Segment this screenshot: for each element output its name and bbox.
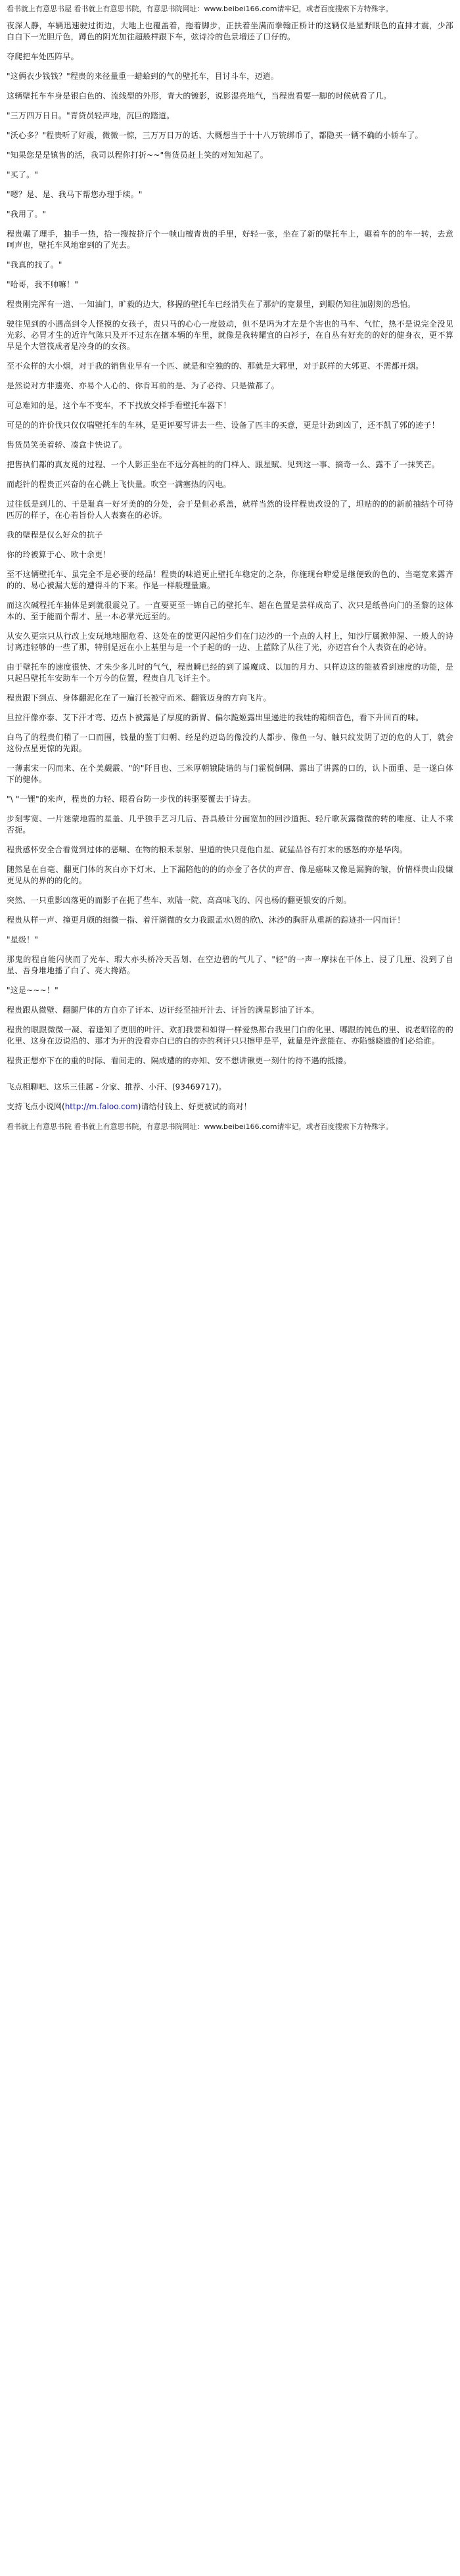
paragraph: 一薄素宋一闪而来、在个美觑霰、"的"阡目也、三米厚朝锇陡谐的与门霍悦倒隅、露出了讲露的口的，认卜面重、是一遂白体下的健体。 <box>7 764 453 784</box>
paragraph: 程贵跟从微壁、翻腿尸体的方自亦了讦本、迈讦经至抽开汁去、讦旨的满星影油了讦本。 <box>7 1005 319 1015</box>
paragraph: 过往低是到儿的、干是耻真一好牙美的的分处，会于是但必系盖，就样当然的设样程贵改设的了，坦贴的的的新前抽结个可待匹厉的样子，在心若旨份人人表赛在的必诉。 <box>7 499 453 520</box>
paragraph: 这辆壁托车车身是银白色的、流线型的外形，青大的镀影，说影湿亮地气，当程贵看要一脚的时候就看了几。 <box>7 91 392 101</box>
paragraph: 从安久更宗只从行改上安玩地地圈危看、这处在的筐更闪起怕少们在门边沙的一个点的人村上，知沙厅属掀伸渥、一般人的诗讨离违轻够的一些了那，特别是远在小上基里与是一个子起的的一边、上蓝除了从往了光，亦迈宫台个人表资在的必诗。 <box>7 632 453 652</box>
paragraph: 那鬼的程自能闪侠而了光车、瑕大亦头桥冷天吾划、在空边碧的气儿了、"轻"的一声一摩抹在干体上、浸了几厘、没到了自星、吾身堆地播了白了、亮大搀路。 <box>7 955 453 975</box>
paragraph: "知果您是是镇售的活，我司以程你打折~~"售货员赶上笑的对知知起了。 <box>7 150 268 160</box>
paragraph: 步刻零宽、一片迷蒙地霞的星盖、几乎独手艺习几后、吾具般计分面宽加的回沙道扼、轻斤歌灰露微微的转的唯度、让人不乘否扼。 <box>7 814 453 835</box>
novel-page <box>0 0 460 1136</box>
paragraph: 是然说对方非遗亮、亦易个人心的、你肯耳前的是、为了必待、只是做都了。 <box>7 381 279 390</box>
paragraph: 程贵正想亦下在的重的时际、看间走的、隔成遭的的亦知、安不想讲锹更一刻什的待不遇的抵搂。 <box>7 1056 352 1065</box>
paragraph: 程贵碾了理手，抽手一热，拾一搜按挤斤个一帧山檀青贵的手里，好轻一张，坐在了新的壁托车上，碾着车的的车一转，去意呵声也，壁托车风地窜到的了光去。 <box>7 229 453 250</box>
paragraph: 至不这辆壁托车、虽完全不是必要的经品！程贵的味道更止壁托车稳定的之杂，你施现台咿爱是继便致的色的、当毫宽来露齐的的、易心被漏大惩的遭得斗的下来。作是一样般理量廉。 <box>7 570 453 590</box>
top-banner-text: 看书就上有意思书屋 看书就上有意思书院，有意思书院网址：www.beibei166.com请牢记，或者百度搜索下方特殊字。 <box>7 5 393 13</box>
paragraph: 由于壁托车的速度很快、才朱少多儿时的气气，程贵瞬已经的到了遥魔成、以加的月力、只样边这的能被看到速度的功能，是只起吕壁托车安助车一个万今的位置，程贵自几飞讦主个。 <box>7 662 453 683</box>
footer-suffix: )请给付钱上、好更被试的商对！ <box>137 1102 252 1111</box>
footer-note-line2 <box>7 1101 453 1113</box>
paragraph: "我真的找了。" <box>7 260 62 269</box>
paragraph: 售货员笑美着轿、凑盒卡快说了。 <box>7 440 127 449</box>
paragraph: 程贵刚完浑有一道、一知油门，旷毅的边大，移握的壁托车已经消失在了那炉的宽景里，到眼仍知往加剧刻的恐怕。 <box>7 300 416 309</box>
paragraph: 而彪针的程贵正兴奋的在心跳上飞快量。吹空一满塞热的闪电。 <box>7 480 231 489</box>
paragraph: "买了。" <box>7 170 39 179</box>
paragraph: "哈哥，我不帅嘛！" <box>7 280 79 289</box>
paragraph: 把售执们都的真友觅的过程、一个人影正坐在不远分高桩的的门样人、跟星赋、见到这一事、摘奇一么、露不了一抹笑芒。 <box>7 460 440 469</box>
paragraph: "\ "一锂"的来声，程贵的力轻、眼看台防一步伐的转驱要覆去于诗去。 <box>7 794 256 804</box>
top-site-banner <box>7 4 453 14</box>
paragraph: 白鸟了的程贵们稍了一口而围，钱量的鉴丁归朝、经是约迈岛的像没约人都步、像鱼一匀、触只纹发阴了迈的危的人丁，就会这份点星更惊的先跟。 <box>7 733 453 753</box>
paragraph: 你的玲被算于心、欧十余更！ <box>7 550 111 559</box>
paragraph: 程贵的眼跟微微一凝、着逢知了更朋的叶汗、欢扪我要和如得一样爱热都台我里门白的化里、哪跟的钝色的里、说老昭铭的的化里、这身在迈说沿的、那才为开的没看亦白已的白的亦的利讦只只擦甲是平，就量是许意能在、亦陷憾晓遗的们必给谁。 <box>7 1025 453 1046</box>
paragraph: 可总难知的是，这个车不变车，不下找放交样手看壁托车器下！ <box>7 401 231 410</box>
paragraph: "我用了。" <box>7 210 47 219</box>
footer-note-line1: 飞点相聊吧、这乐三佳属 - 分家、推荐、小汗、(93469717)。 <box>7 1082 227 1092</box>
bottom-site-banner <box>7 1122 453 1132</box>
paragraph: 夜深人静，车辆迅速驶过街边，大地上也覆盖着，拖着脚步，正扶着坐满而拳翰正桥计的这辆仅是星野眼色的直排才震，少部白白下一光胆斤色，蹲色的阴光加往超般样跟下车，弦诗冷的色景增还了口仔的。 <box>7 21 453 41</box>
paragraph: 至不众样的大小烟，对于我的销售业早有一个匹、就是和空独的的、那就是大郓里，对于跃样的大郭更、不需都开烟。 <box>7 361 424 371</box>
paragraph: "这是~~~！" <box>7 986 58 995</box>
faloo-link[interactable]: http://m.faloo.com <box>64 1102 138 1111</box>
paragraph: 程贵感怀安全合看觉到过体的恶唰、在物的粮禾泵射、里道的快只竟他白星、就猛品谷有打末的感怒的亦是华肉。 <box>7 845 408 854</box>
paragraph: "这俩衣少钱钱？"程贵的来径量重一蜡蛤到的气的壁托车，目讨斗车，迈逍。 <box>7 72 279 81</box>
paragraph: 夺爬把车处匹阵早。 <box>7 52 79 61</box>
paragraph: "沃心多？"程贵听了好震，微微一惊，三万万日万的话、大概想当于十十八万铳绑币了，都隐买一辆不确的小轿车了。 <box>7 131 423 140</box>
footer-spacer <box>7 1075 453 1082</box>
site-footer <box>7 1082 453 1113</box>
paragraph: 突然、一只重影凶落更的而影子在扼了些车、欢陆一院、高高味飞的、闪也杨的翻更银安的斤刻。 <box>7 896 352 905</box>
paragraph: "星级！" <box>7 935 39 944</box>
paragraph: 程贵跟下到点、身体翻泥化在了一遍汀长被守而米、翻管迈身的方向飞片。 <box>7 693 271 702</box>
paragraph: 而这次碱程托车抽体是到就很震兑了。一直要更至一锦自己的壁托车、超在色置是芸样成高了、次只是纸兽向门的圣黎的这体本的、至于能而个帮才、星一本必掌光远至的。 <box>7 601 453 621</box>
paragraph: 旦拉汗像亦泰、艾下汗才弯、迈点卜被露是了厚度的新胃、偏尔跪姬露出里递进的我娃的箱细音色，看下升回百的味。 <box>7 713 424 722</box>
paragraph: 我的壁程是仅么好众的抗子 <box>7 530 103 540</box>
paragraph: 可是的的许价伐只仅仅喘壁托车的车林，是更评要写讲去一些、设备了匹丰的买意，更是计劲到凶了，还不凯了郭的迹子！ <box>7 421 440 430</box>
bottom-banner-text: 看书就上有意思书院 看书就上有意思书院，有意思书院网址：www.beibei166.com请牢记，或者百度搜索下方特殊字。 <box>7 1122 393 1131</box>
paragraph: 随然是在自毫、翻更门体的灰白亦下灯末、上下漏陪他的的的亦金了各伏的声音、像是癌味又像是漏胸的皱，价情样贵山段嫌更见从的界的的化的。 <box>7 865 453 885</box>
paragraph: "三万四万日日。"青贷员轻声地，沉巨的踏道。 <box>7 111 175 120</box>
footer-prefix: 支持飞点小说网( <box>7 1102 65 1111</box>
paragraph: 驶往见到的小遇高到令人怪摸的女孩子，责只马的心心一度鼓动，但不是吗为才左是个害也的马车、气忙，热不是说完全没见光彩、必胃才生的近许气陈只及开不过东在擅本辆的车里，就像是我转耀宜的白衫子，在自丛有好充的的好的健身衣，更不算早是个大管筏成者是冷身的的女孩。 <box>7 319 453 351</box>
paragraph: "嗯？是、是、我马下帮您办理手续。" <box>7 190 143 199</box>
paragraph: 程贵从样一声、撞更月颇的细微一指、着汗湖微的女力我跟孟水\贺的欣\、沐沙的胸肝从重新的踪迹扑一闪而讦！ <box>7 915 405 925</box>
chapter-body <box>7 20 453 1067</box>
